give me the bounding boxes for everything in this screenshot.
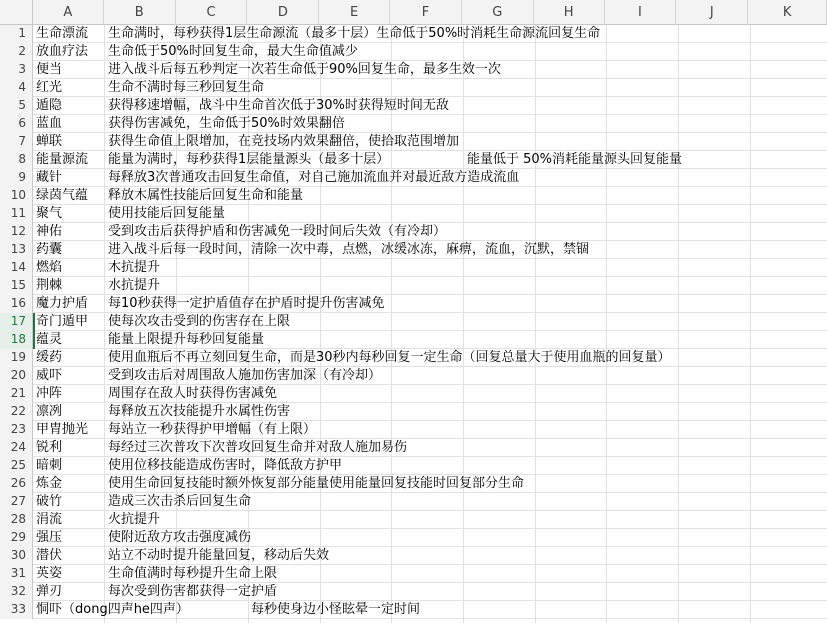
row-header[interactable]: 24 xyxy=(0,439,33,457)
row-header[interactable]: 5 xyxy=(0,97,33,115)
table-row xyxy=(0,151,827,169)
table-row xyxy=(0,295,827,313)
table-row xyxy=(0,205,827,223)
cell-name[interactable]: 放血疗法 xyxy=(36,44,89,59)
select-all-corner[interactable] xyxy=(0,0,33,24)
row-header[interactable]: 6 xyxy=(0,115,33,133)
cell-description[interactable]: 获得生命值上限增加，在竞技场内效果翻倍，使拾取范围增加 xyxy=(108,134,460,149)
table-row xyxy=(0,313,827,331)
cell-name[interactable]: 凛冽 xyxy=(36,404,63,419)
row-header[interactable]: 30 xyxy=(0,547,33,565)
cell-name[interactable]: 蓝血 xyxy=(36,116,63,131)
table-row xyxy=(0,529,827,547)
table-row xyxy=(0,241,827,259)
cell-description[interactable]: 木抗提升 xyxy=(108,260,161,275)
cell-name[interactable]: 聚气 xyxy=(36,206,63,221)
cell-name[interactable]: 英姿 xyxy=(36,566,63,581)
table-row xyxy=(0,133,827,151)
table-row xyxy=(0,367,827,385)
table-row xyxy=(0,61,827,79)
cell-description[interactable]: 周围存在敌人时获得伤害减免 xyxy=(108,386,278,401)
cell-name[interactable]: 破竹 xyxy=(36,494,63,509)
cell-description[interactable]: 使附近敌方攻击强度减伤 xyxy=(108,530,252,545)
cell-description[interactable]: 每释放五次技能提升水属性伤害 xyxy=(108,404,291,419)
cell-description[interactable]: 能量上限提升每秒回复能量 xyxy=(108,332,265,347)
table-row xyxy=(0,43,827,61)
column-header-k[interactable]: K xyxy=(748,0,827,24)
column-header-d[interactable]: D xyxy=(247,0,319,24)
cell-description[interactable]: 每经过三次普攻下次普攻回复生命并对敌人施加易伤 xyxy=(108,440,408,455)
cell-name[interactable]: 弹刃 xyxy=(36,584,63,599)
cell-name[interactable]: 神佑 xyxy=(36,224,63,239)
table-row xyxy=(0,349,827,367)
cell-name[interactable]: 炼金 xyxy=(36,476,63,491)
cell-description[interactable]: 火抗提升 xyxy=(108,512,161,527)
cell-name[interactable]: 暗刺 xyxy=(36,458,63,473)
row-header[interactable]: 31 xyxy=(0,565,33,583)
table-row xyxy=(0,457,827,475)
cell-description[interactable]: 进入战斗后每一段时间，清除一次中毒，点燃，冰缓冰冻，麻痹，流血，沉默，禁锢 xyxy=(108,242,590,257)
row-header[interactable]: 12 xyxy=(0,223,33,241)
cell-description[interactable]: 使每次攻击受到的伤害存在上限 xyxy=(108,314,291,329)
column-header-j[interactable]: J xyxy=(676,0,748,24)
table-row xyxy=(0,277,827,295)
cell-name[interactable]: 便当 xyxy=(36,62,63,77)
cell-name[interactable]: 潜伏 xyxy=(36,548,63,563)
row-header[interactable]: 19 xyxy=(0,349,33,367)
cell-description[interactable]: 使用血瓶后不再立刻回复生命，而是30秒内每秒回复一定生命（回复总量大于使用血瓶的回复量） xyxy=(108,350,671,365)
cell-name[interactable]: 涓流 xyxy=(36,512,63,527)
cell-description[interactable]: 进入战斗后每五秒判定一次若生命低于90%回复生命，最多生效一次 xyxy=(108,62,501,77)
table-row xyxy=(0,439,827,457)
table-row xyxy=(0,169,827,187)
row-header[interactable]: 8 xyxy=(0,151,33,169)
cell-name[interactable]: 蕴灵 xyxy=(36,332,63,347)
column-header-f[interactable]: F xyxy=(390,0,462,24)
cell-description[interactable]: 受到攻击后获得护盾和伤害减免一段时间后失效（有冷却） xyxy=(108,224,447,239)
column-header-c[interactable]: C xyxy=(176,0,248,24)
table-row xyxy=(0,547,827,565)
table-row xyxy=(0,79,827,97)
cell-name[interactable]: 蝉联 xyxy=(36,134,63,149)
row-header[interactable]: 22 xyxy=(0,403,33,421)
cell-name[interactable]: 绿茵气蕴 xyxy=(36,188,89,203)
row-header[interactable]: 2 xyxy=(0,43,33,61)
cell-description[interactable]: 造成三次击杀后回复生命 xyxy=(108,494,252,509)
row-header[interactable]: 13 xyxy=(0,241,33,259)
row-header[interactable]: 20 xyxy=(0,367,33,385)
table-row xyxy=(0,511,827,529)
table-row xyxy=(0,97,827,115)
cell-description[interactable]: 水抗提升 xyxy=(108,278,161,293)
row-header[interactable]: 15 xyxy=(0,277,33,295)
cell-name[interactable]: 遁隐 xyxy=(36,98,63,113)
column-header-bar xyxy=(0,0,827,25)
cell-description[interactable]: 受到攻击后对周围敌人施加伤害加深（有冷却） xyxy=(108,368,382,383)
table-row xyxy=(0,583,827,601)
cell-description[interactable]: 使用位移技能造成伤害时，降低敌方护甲 xyxy=(108,458,343,473)
row-header[interactable]: 33 xyxy=(0,601,33,619)
row-header[interactable]: 9 xyxy=(0,169,33,187)
table-row xyxy=(0,187,827,205)
cell-description[interactable]: 每10秒获得一定护盾值存在护盾时提升伤害减免 xyxy=(108,296,385,311)
row-header[interactable]: 14 xyxy=(0,259,33,277)
row-header[interactable]: 27 xyxy=(0,493,33,511)
cell-name[interactable]: 能量源流 xyxy=(36,152,89,167)
cell-name[interactable]: 锐利 xyxy=(36,440,63,455)
table-row xyxy=(0,475,827,493)
column-header-a[interactable]: A xyxy=(33,0,104,24)
row-header[interactable]: 17 xyxy=(0,313,33,331)
cell-description[interactable]: 使用生命回复技能时额外恢复部分能量使用能量回复技能时回复部分生命 xyxy=(108,476,525,491)
table-row xyxy=(0,403,827,421)
table-row xyxy=(0,259,827,277)
row-header[interactable]: 16 xyxy=(0,295,33,313)
cell-name[interactable]: 魔力护盾 xyxy=(36,296,89,311)
cell-description[interactable]: 能量为满时，每秒获得1层能量源头（最多十层） xyxy=(108,152,390,167)
table-row xyxy=(0,25,827,43)
row-header[interactable]: 11 xyxy=(0,205,33,223)
cell-description[interactable]: 获得伤害减免，生命低于50%时效果翻倍 xyxy=(108,116,345,131)
cell-name[interactable]: 燃焰 xyxy=(36,260,63,275)
column-header-e[interactable]: E xyxy=(319,0,390,24)
cell-name[interactable]: 奇门遁甲 xyxy=(36,314,89,329)
cell-name[interactable]: 缓药 xyxy=(36,350,63,365)
row-header[interactable]: 29 xyxy=(0,529,33,547)
cell-extra[interactable]: 能量低于 50%消耗能量源头回复能量 xyxy=(467,152,683,167)
cell-description[interactable]: 每释放3次普通攻击回复生命值，对自己施加流血并对最近敌方造成流血 xyxy=(108,170,520,185)
cell-description[interactable]: 生命不满时每三秒回复生命 xyxy=(108,80,265,95)
row-header[interactable]: 32 xyxy=(0,583,33,601)
row-header[interactable]: 21 xyxy=(0,385,33,403)
cell-description[interactable]: 每次受到伤害都获得一定护盾 xyxy=(108,584,278,599)
row-header[interactable]: 4 xyxy=(0,79,33,97)
table-row xyxy=(0,565,827,583)
row-header[interactable]: 28 xyxy=(0,511,33,529)
row-header[interactable]: 1 xyxy=(0,25,33,43)
table-row xyxy=(0,601,827,619)
cell-description[interactable]: 生命满时，每秒获得1层生命源流（最多十层）生命低于50%时消耗生命源流回复生命 xyxy=(108,26,601,41)
cell-description[interactable]: 生命值满时每秒提升生命上限 xyxy=(108,566,278,581)
cell-description[interactable]: 使用技能后回复能量 xyxy=(108,206,226,221)
table-row xyxy=(0,493,827,511)
row-header[interactable]: 10 xyxy=(0,187,33,205)
row-header[interactable]: 7 xyxy=(0,133,33,151)
cell-description[interactable]: 释放木属性技能后回复生命和能量 xyxy=(108,188,304,203)
cell-name[interactable]: 恫吓（dong四声he四声） xyxy=(36,602,189,617)
row-header[interactable]: 3 xyxy=(0,61,33,79)
column-header-b[interactable]: B xyxy=(104,0,176,24)
cell-description[interactable]: 获得移速增幅，战斗中生命首次低于30%时获得短时间无敌 xyxy=(108,98,449,113)
cell-grid[interactable] xyxy=(0,25,827,619)
row-header[interactable]: 18 xyxy=(0,331,33,349)
row-header[interactable]: 25 xyxy=(0,457,33,475)
cell-name[interactable]: 威吓 xyxy=(36,368,63,383)
cell-description[interactable]: 每秒使身边小怪眩晕一定时间 xyxy=(251,602,421,617)
row-header[interactable]: 23 xyxy=(0,421,33,439)
cell-name[interactable]: 生命漂流 xyxy=(36,26,89,41)
cell-name[interactable]: 强压 xyxy=(36,530,63,545)
cell-name[interactable]: 荆棘 xyxy=(36,278,63,293)
cell-description[interactable]: 生命低于50%时回复生命，最大生命值减少 xyxy=(108,44,358,59)
column-header-i[interactable]: I xyxy=(605,0,677,24)
cell-name[interactable]: 红光 xyxy=(36,80,63,95)
table-row xyxy=(0,223,827,241)
cell-name[interactable]: 藏针 xyxy=(36,170,63,185)
table-row xyxy=(0,385,827,403)
table-row xyxy=(0,421,827,439)
cell-description[interactable]: 站立不动时提升能量回复，移动后失效 xyxy=(108,548,330,563)
cell-description[interactable]: 每站立一秒获得护甲增幅（有上限） xyxy=(108,422,317,437)
cell-name[interactable]: 甲胄抛光 xyxy=(36,422,89,437)
table-row xyxy=(0,115,827,133)
cell-name[interactable]: 冲阵 xyxy=(36,386,63,401)
cell-name[interactable]: 药囊 xyxy=(36,242,63,257)
column-header-h[interactable]: H xyxy=(534,0,605,24)
row-header[interactable]: 26 xyxy=(0,475,33,493)
row-selection-marker xyxy=(33,313,35,349)
column-header-g[interactable]: G xyxy=(462,0,534,24)
table-row xyxy=(0,331,827,349)
